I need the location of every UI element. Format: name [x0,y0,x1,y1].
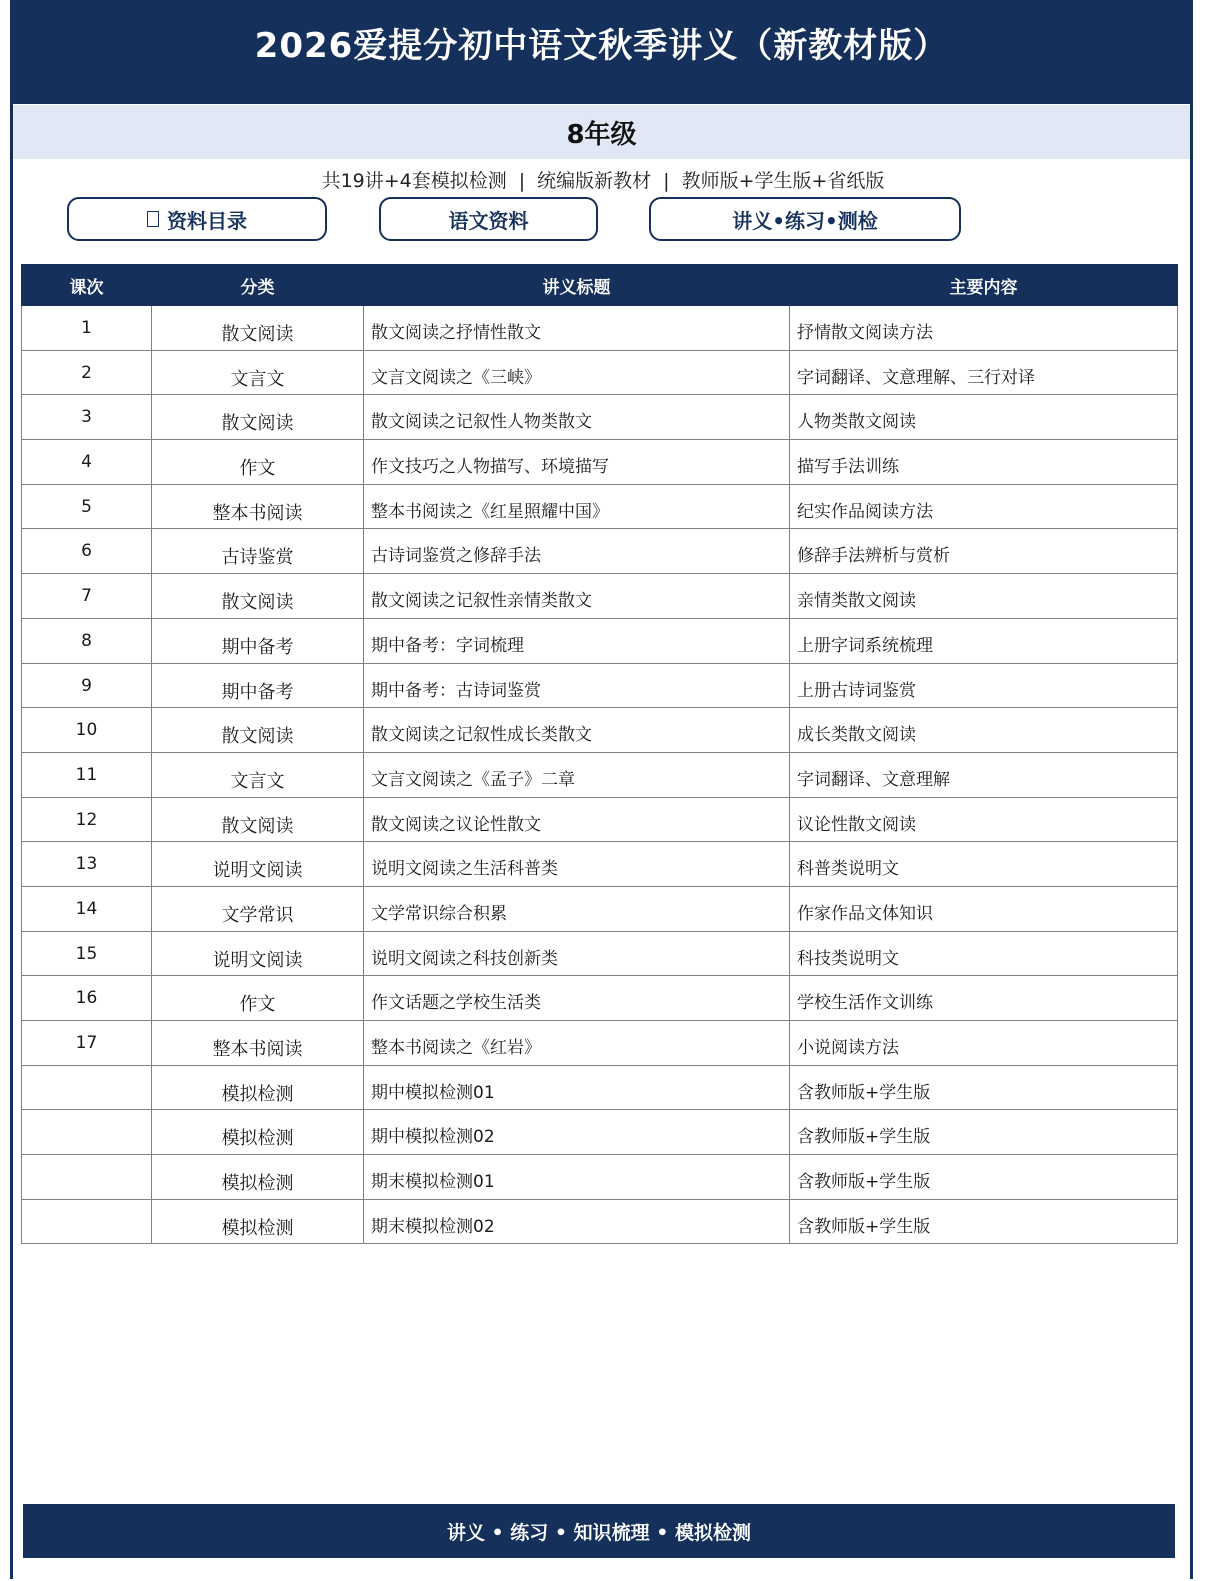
lesson-number: 1 [22,306,152,351]
grade-bar [13,105,1190,159]
lesson-category: 模拟检测 [152,1155,364,1200]
lesson-title: 说明文阅读之生活科普类 [364,842,790,887]
lesson-content: 字词翻译、文意理解 [790,752,1178,797]
lesson-category: 说明文阅读 [152,931,364,976]
lesson-content: 学校生活作文训练 [790,976,1178,1021]
lesson-content: 科技类说明文 [790,931,1178,976]
lesson-category: 古诗鉴赏 [152,529,364,574]
lesson-category: 说明文阅读 [152,842,364,887]
lesson-content: 人物类散文阅读 [790,395,1178,440]
summary-versions: 教师版+学生版+省纸版 [681,170,885,192]
lesson-number: 11 [22,752,152,797]
lesson-title: 作文话题之学校生活类 [364,976,790,1021]
grade-label: 8年级 [566,119,637,150]
table-row [22,440,1178,485]
table-row [22,752,1178,797]
lesson-content: 含教师版+学生版 [790,1065,1178,1110]
header-category: 分类 [152,265,364,306]
box-icon [147,211,159,227]
catalog-label: 资料目录 [167,208,247,233]
lesson-number: 10 [22,708,152,753]
lesson-number: 8 [22,618,152,663]
lesson-title: 散文阅读之记叙性亲情类散文 [364,574,790,619]
lesson-title: 文言文阅读之《孟子》二章 [364,752,790,797]
lesson-category: 模拟检测 [152,1065,364,1110]
lesson-title: 期中备考：古诗词鉴赏 [364,663,790,708]
lesson-content: 小说阅读方法 [790,1021,1178,1066]
summary-separator: | [663,170,670,192]
table-row [22,618,1178,663]
table-row [22,306,1178,351]
table-header-row [22,265,1178,306]
table-row [22,708,1178,753]
table-row [22,484,1178,529]
table-row [22,1155,1178,1200]
lesson-number: 9 [22,663,152,708]
table-row [22,1065,1178,1110]
header-title: 讲义标题 [364,265,790,306]
lesson-title: 期中模拟检测01 [364,1065,790,1110]
lesson-category: 散文阅读 [152,708,364,753]
table-row [22,797,1178,842]
footer-text: 讲义 • 练习 • 知识梳理 • 模拟检测 [446,1521,752,1544]
lesson-category: 模拟检测 [152,1110,364,1155]
lesson-number: 16 [22,976,152,1021]
table-row [22,1021,1178,1066]
table-row [22,931,1178,976]
table-row [22,350,1178,395]
lesson-category: 散文阅读 [152,306,364,351]
lesson-title: 期中备考：字词梳理 [364,618,790,663]
lesson-table [21,264,1178,1244]
lesson-number: 17 [22,1021,152,1066]
table-row [22,1199,1178,1244]
lesson-category: 散文阅读 [152,574,364,619]
lesson-number [22,1199,152,1244]
lesson-title: 整本书阅读之《红星照耀中国》 [364,484,790,529]
chinese-materials-button[interactable] [379,197,598,241]
lesson-content: 上册字词系统梳理 [790,618,1178,663]
lesson-content: 议论性散文阅读 [790,797,1178,842]
footer-banner [23,1504,1175,1558]
catalog-button[interactable] [67,197,327,241]
lesson-content: 字词翻译、文意理解、三行对译 [790,350,1178,395]
lesson-content: 成长类散文阅读 [790,708,1178,753]
lesson-number: 5 [22,484,152,529]
lesson-title: 整本书阅读之《红岩》 [364,1021,790,1066]
lesson-number: 12 [22,797,152,842]
lesson-title: 散文阅读之记叙性人物类散文 [364,395,790,440]
lesson-category: 文言文 [152,752,364,797]
table-body [22,306,1178,1244]
lesson-title: 散文阅读之抒情性散文 [364,306,790,351]
lesson-number: 13 [22,842,152,887]
lesson-category: 文学常识 [152,886,364,931]
lesson-number: 6 [22,529,152,574]
lesson-category: 整本书阅读 [152,484,364,529]
table-row [22,886,1178,931]
lesson-content: 含教师版+学生版 [790,1199,1178,1244]
lesson-content: 含教师版+学生版 [790,1155,1178,1200]
chinese-materials-label: 语文资料 [448,208,529,233]
table-row [22,529,1178,574]
table-row [22,574,1178,619]
summary-line [0,166,1206,193]
lesson-content: 修辞手法辨析与赏析 [790,529,1178,574]
lesson-number [22,1110,152,1155]
title-banner [10,0,1193,104]
lesson-number: 7 [22,574,152,619]
lesson-content: 含教师版+学生版 [790,1110,1178,1155]
lesson-category: 期中备考 [152,618,364,663]
summary-separator: | [518,170,526,192]
lesson-content: 描写手法训练 [790,440,1178,485]
lesson-title: 散文阅读之议论性散文 [364,797,790,842]
lesson-title: 期末模拟检测01 [364,1155,790,1200]
lesson-number: 2 [22,350,152,395]
lesson-title: 期中模拟检测02 [364,1110,790,1155]
lesson-category: 文言文 [152,350,364,395]
lesson-content: 上册古诗词鉴赏 [790,663,1178,708]
lesson-category: 作文 [152,976,364,1021]
lesson-number [22,1155,152,1200]
lesson-content: 作家作品文体知识 [790,886,1178,931]
lesson-content: 科普类说明文 [790,842,1178,887]
lesson-category: 散文阅读 [152,395,364,440]
lesson-title: 文言文阅读之《三峡》 [364,350,790,395]
lesson-number: 14 [22,886,152,931]
lesson-title: 期末模拟检测02 [364,1199,790,1244]
summary-count: 共19讲+4套模拟检测 [321,170,507,192]
lesson-title: 文学常识综合积累 [364,886,790,931]
lesson-category: 整本书阅读 [152,1021,364,1066]
lesson-category: 作文 [152,440,364,485]
lesson-category: 模拟检测 [152,1199,364,1244]
lesson-content: 纪实作品阅读方法 [790,484,1178,529]
summary-edition: 统编版新教材 [537,170,652,192]
lesson-title: 说明文阅读之科技创新类 [364,931,790,976]
lesson-number: 3 [22,395,152,440]
lesson-number: 4 [22,440,152,485]
lesson-title: 作文技巧之人物描写、环境描写 [364,440,790,485]
table-row [22,395,1178,440]
lesson-content: 抒情散文阅读方法 [790,306,1178,351]
lesson-content: 亲情类散文阅读 [790,574,1178,619]
lesson-title: 散文阅读之记叙性成长类散文 [364,708,790,753]
page-title: 2026爱提分初中语文秋季讲义（新教材版） [254,26,949,66]
lesson-number [22,1065,152,1110]
practice-button[interactable] [649,197,961,241]
table-row [22,842,1178,887]
practice-label: 讲义•练习•测检 [732,208,878,233]
table-row [22,663,1178,708]
lesson-category: 期中备考 [152,663,364,708]
header-num: 课次 [22,265,152,306]
table-row [22,1110,1178,1155]
header-content: 主要内容 [790,265,1178,306]
lesson-category: 散文阅读 [152,797,364,842]
lesson-number: 15 [22,931,152,976]
table-row [22,976,1178,1021]
lesson-title: 古诗词鉴赏之修辞手法 [364,529,790,574]
